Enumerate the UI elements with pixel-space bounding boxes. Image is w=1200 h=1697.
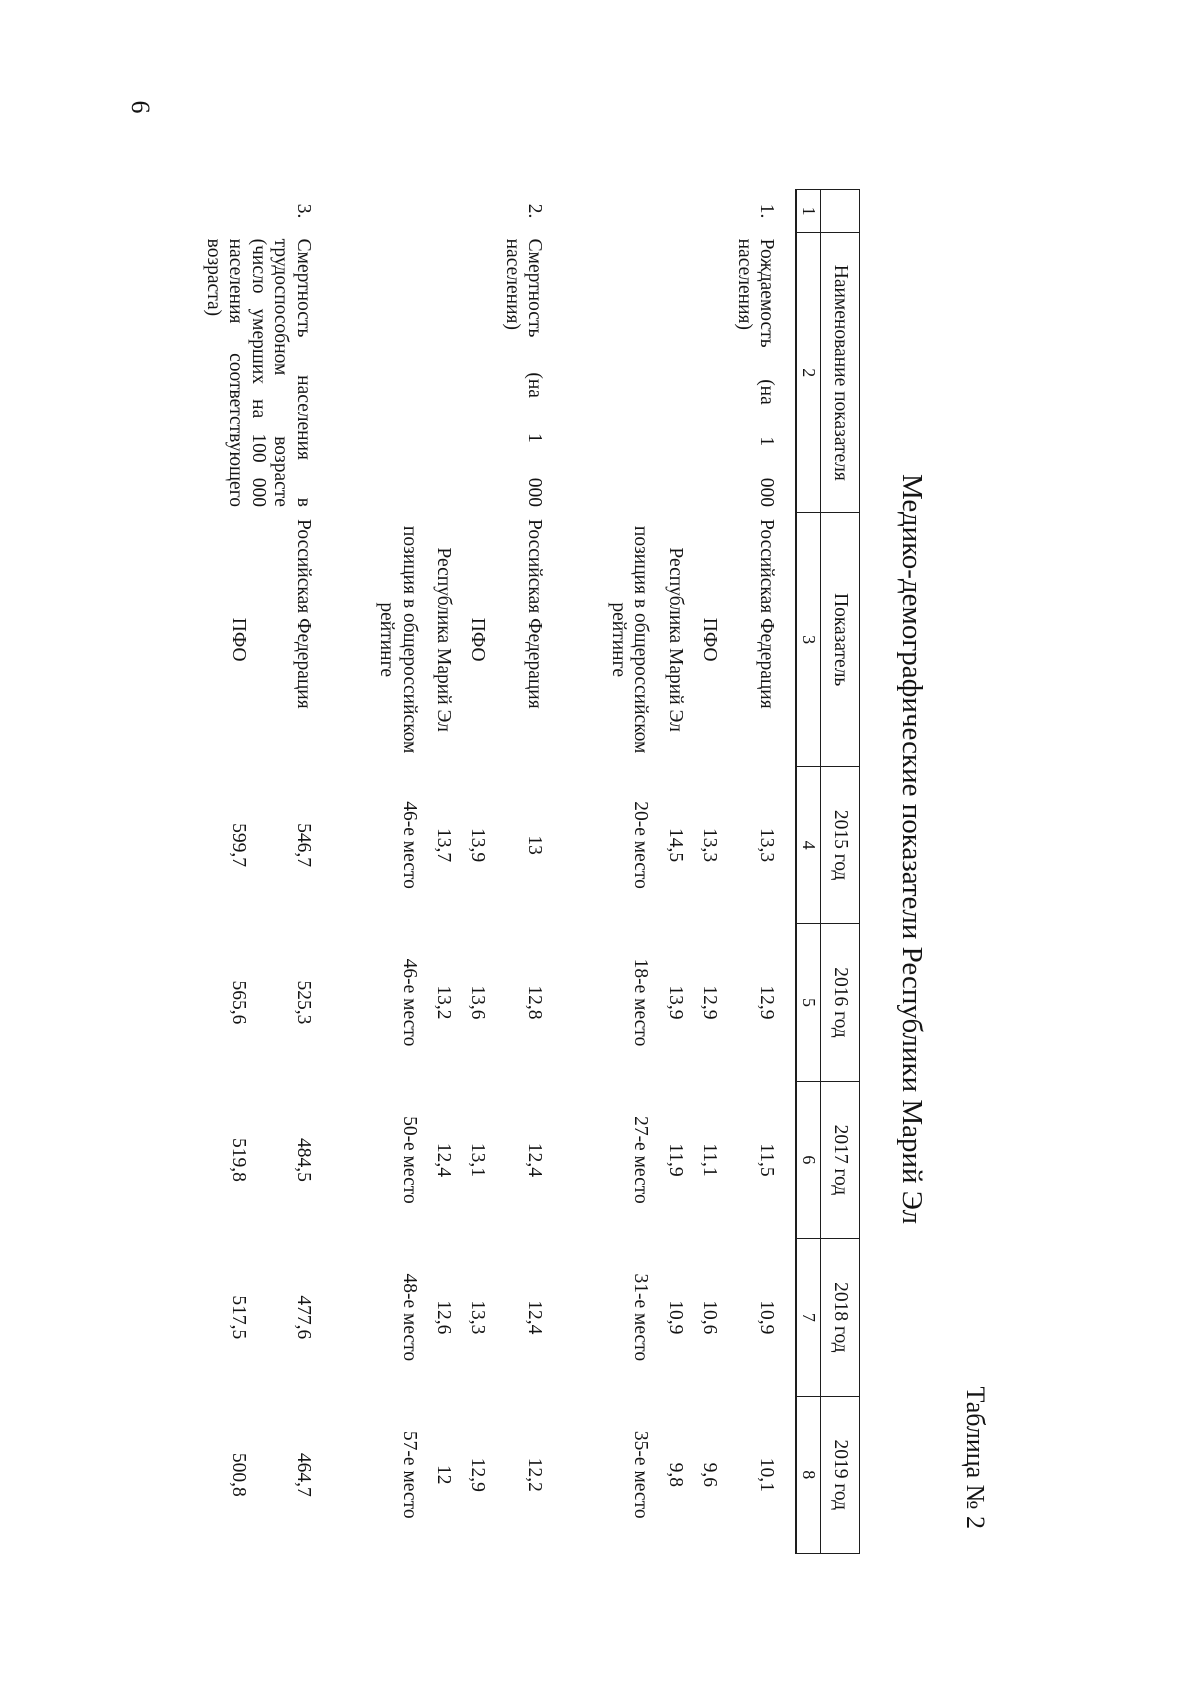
- indicator-cell: ПФО: [467, 617, 489, 662]
- value-cell: 13: [524, 835, 546, 855]
- value-cell: 35-е место: [630, 1430, 652, 1519]
- value-cell: 13,3: [467, 1300, 489, 1335]
- table-row: [261, 190, 331, 1554]
- header-cell: 2019 год: [821, 1396, 860, 1553]
- header-cell: Показатель: [821, 513, 860, 766]
- value-cell: 12,2: [524, 1457, 546, 1492]
- value-cell: 13,9: [467, 828, 489, 863]
- value-cell: 13,1: [467, 1142, 489, 1177]
- value-cell: 12,4: [433, 1142, 455, 1177]
- value-cell: 12,4: [524, 1142, 546, 1177]
- value-cell: 484,5: [292, 1137, 314, 1182]
- column-number: 4: [796, 766, 821, 923]
- value-cell: 11,9: [664, 1143, 686, 1177]
- value-cell: 46-е место: [398, 801, 420, 889]
- indicator-cell: Российская Федерация: [292, 518, 314, 709]
- indicator-name: Рождаемость (на 1 000 населения): [733, 238, 777, 507]
- column-numbers-row: [796, 190, 821, 1554]
- value-cell: 14,5: [664, 828, 686, 863]
- value-cell: 13,6: [467, 985, 489, 1020]
- header-cell: 2015 год: [821, 766, 860, 923]
- value-cell: 10,9: [664, 1300, 686, 1335]
- indicator-cell: Российская Федерация: [524, 518, 546, 709]
- table-row: [563, 190, 663, 1554]
- value-cell: 12,9: [467, 1457, 489, 1492]
- value-cell: 10,6: [699, 1300, 721, 1335]
- table-number: Таблица № 2: [961, 1386, 990, 1529]
- header-blank: [821, 190, 860, 233]
- value-cell: 13,9: [664, 985, 686, 1020]
- value-cell: 464,7: [292, 1452, 314, 1497]
- rotated-sheet: [200, 119, 1000, 1579]
- indicator-cell: Республика Марий Эл: [433, 547, 455, 732]
- table-row: [663, 190, 697, 1554]
- value-cell: 12,6: [433, 1300, 455, 1335]
- indicators-table: [202, 189, 860, 1554]
- value-cell: 9,8: [664, 1462, 686, 1487]
- table-row: [466, 190, 500, 1554]
- value-cell: 477,6: [292, 1295, 314, 1340]
- value-cell: 517,5: [228, 1295, 250, 1340]
- header-cell: 2018 год: [821, 1239, 860, 1396]
- value-cell: 12: [433, 1465, 455, 1485]
- value-cell: 10,9: [756, 1300, 777, 1335]
- value-cell: 519,8: [228, 1137, 250, 1182]
- column-number: 6: [796, 1081, 821, 1238]
- column-number: 7: [796, 1239, 821, 1396]
- value-cell: 46-е место: [398, 958, 420, 1047]
- value-cell: 565,6: [228, 980, 250, 1025]
- value-cell: 500,8: [228, 1452, 250, 1497]
- value-cell: 13,3: [699, 828, 721, 863]
- value-cell: 13,7: [433, 828, 455, 863]
- indicator-name: Смертность населения в трудоспособном возрасте (число умерших на 100 000 населения соответствующего возраста): [202, 238, 314, 507]
- column-number: 8: [796, 1396, 821, 1553]
- header-cell: Наименование показателя: [821, 233, 860, 513]
- indicator-name: Смертность (на 1 000 населения): [501, 238, 546, 507]
- value-cell: 13,3: [756, 828, 777, 863]
- header-cell: 2016 год: [821, 924, 860, 1081]
- value-cell: 11,5: [756, 1143, 777, 1177]
- value-cell: 9,6: [699, 1462, 721, 1487]
- value-cell: 546,7: [292, 823, 314, 867]
- value-cell: 13,2: [433, 985, 455, 1020]
- indicator-cell: ПФО: [228, 617, 250, 662]
- column-number: 2: [796, 233, 821, 513]
- column-number: 3: [796, 513, 821, 766]
- indicator-cell: Республика Марий Эл: [664, 547, 686, 732]
- value-cell: 20-е место: [630, 801, 652, 889]
- value-cell: 12,9: [756, 985, 777, 1020]
- value-cell: 11,1: [699, 1143, 721, 1177]
- row-number: 1.: [756, 203, 777, 219]
- value-cell: 57-е место: [398, 1430, 420, 1519]
- value-cell: 10,1: [756, 1457, 777, 1492]
- column-number: 5: [796, 924, 821, 1081]
- value-cell: 12,9: [699, 985, 721, 1020]
- row-number: 3.: [292, 203, 314, 219]
- table-row: [432, 190, 466, 1554]
- value-cell: 599,7: [228, 823, 250, 867]
- value-cell: 525,3: [292, 980, 314, 1025]
- table-title: Медико-демографические показатели Республики Марий Эл: [896, 473, 928, 1225]
- header-cell: 2017 год: [821, 1081, 860, 1238]
- table-row: [732, 190, 796, 1554]
- value-cell: 50-е место: [398, 1116, 420, 1204]
- row-number: 2.: [524, 203, 546, 219]
- value-cell: 48-е место: [398, 1273, 420, 1362]
- indicator-cell: ПФО: [699, 617, 721, 662]
- value-cell: 12,4: [524, 1300, 546, 1335]
- indicator-cell: позиция в общероссийском рейтинге: [607, 525, 652, 754]
- indicator-cell: позиция в общероссийском рейтинге: [376, 525, 420, 754]
- value-cell: 27-е место: [630, 1116, 652, 1204]
- value-cell: 18-е место: [630, 958, 652, 1047]
- page-number: 6: [126, 100, 155, 114]
- header-row: [821, 190, 860, 1554]
- column-number: 1: [796, 190, 821, 233]
- indicator-cell: Российская Федерация: [756, 518, 777, 709]
- value-cell: 12,8: [524, 985, 546, 1020]
- value-cell: 31-е место: [630, 1273, 652, 1362]
- table-row: [500, 190, 563, 1554]
- table-row: [332, 190, 432, 1554]
- table-row: [698, 190, 732, 1554]
